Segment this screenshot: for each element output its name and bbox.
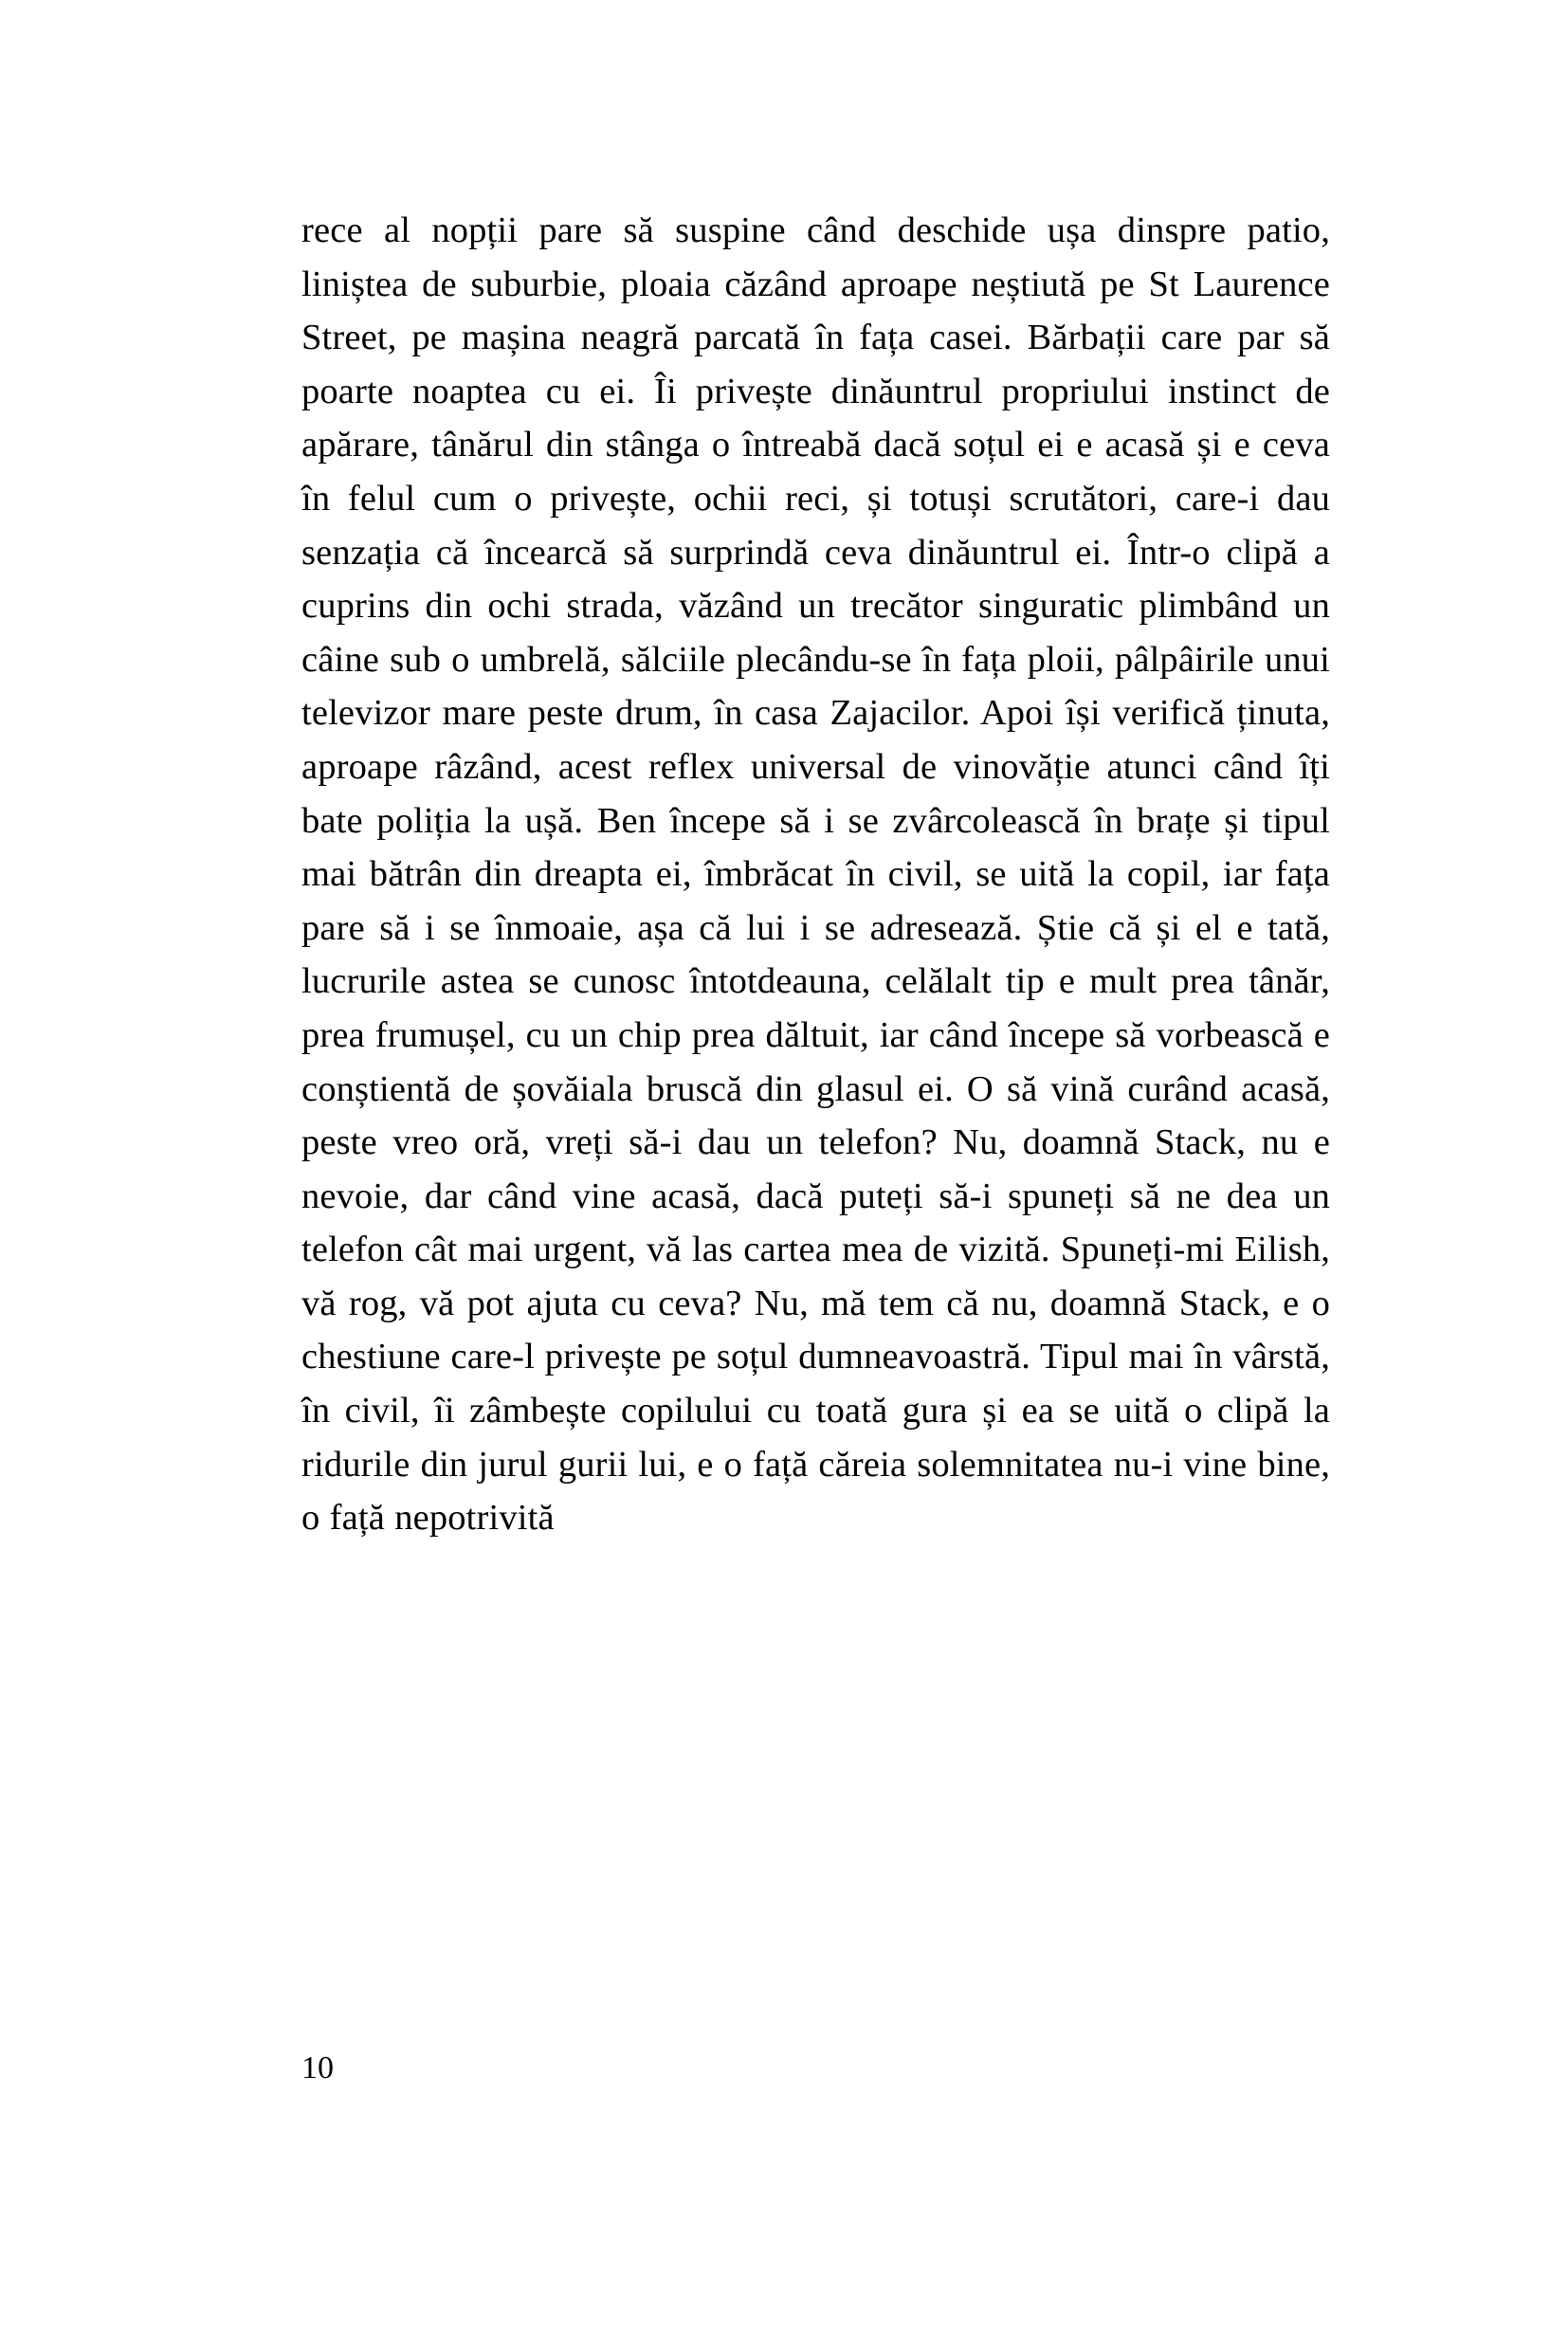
page-number: 10 bbox=[301, 2050, 334, 2086]
body-text-block bbox=[301, 204, 1330, 1545]
body-paragraph: rece al nopții pare să suspine când deschide ușa dinspre patio, liniștea de suburbie, ploaia căzând aproape neștiută pe St Laurence Street, pe mașina neagră parcată în fața casei. Bărbații care par să poarte noaptea cu ei. Îi privește dinăuntrul propriului instinct de apărare, tânărul din stânga o întreabă dacă soțul ei e acasă și e ceva în felul cum o privește, ochii reci, și totuși scrutători, care-i dau senzația că încearcă să surprindă ceva dinăuntrul ei. Într-o clipă a cuprins din ochi strada, văzând un trecător singuratic plimbând un câine sub o umbrelă, sălciile plecându-se în fața ploii, pâlpâirile unui televizor mare peste drum, în casa Zajacilor. Apoi își verifică ținuta, aproape râzând, acest reflex universal de vinovăție atunci când îți bate poliția la ușă. Ben începe să i se zvârcolească în brațe și tipul mai bătrân din dreapta ei, îmbrăcat în civil, se uită la copil, iar fața pare să i se înmoaie, așa că lui i se adresează. Știe că și el e tată, lucrurile astea se cunosc întotdeauna, celălalt tip e mult prea tânăr, prea frumușel, cu un chip prea dăltuit, iar când începe să vorbească e conștientă de șovăiala bruscă din glasul ei. O să vină curând acasă, peste vreo oră, vreți să-i dau un telefon? Nu, doamnă Stack, nu e nevoie, dar când vine acasă, dacă puteți să-i spuneți să ne dea un telefon cât mai urgent, vă las cartea mea de vizită. Spuneți-mi Eilish, vă rog, vă pot ajuta cu ceva? Nu, mă tem că nu, doamnă Stack, e o chestiune care-l privește pe soțul dumneavoastră. Tipul mai în vârstă, în civil, îi zâmbește copilului cu toată gura și ea se uită o clipă la ridurile din jurul gurii lui, e o față căreia solemnitatea nu-i vine bine, o față nepotrivită bbox=[301, 210, 1330, 1539]
